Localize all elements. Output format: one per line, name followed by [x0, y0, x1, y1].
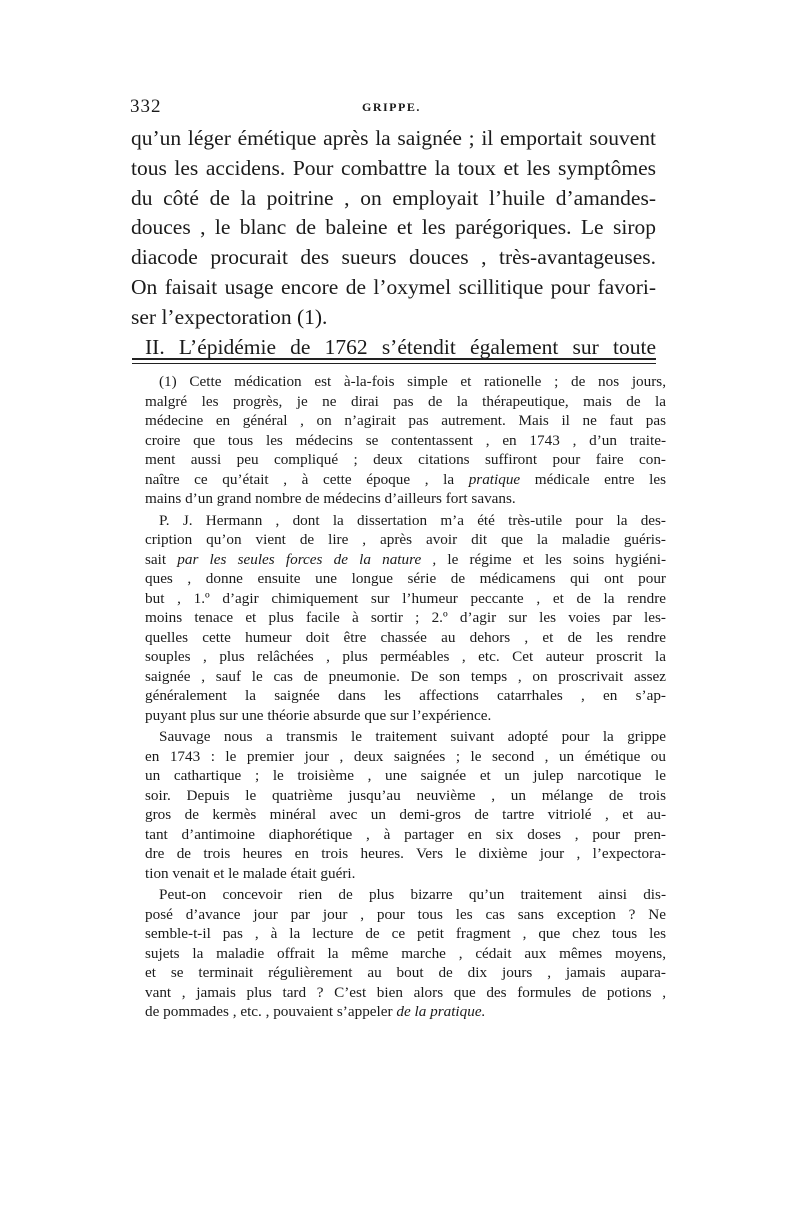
footnote-italic-text: de la pratique. — [396, 1003, 486, 1020]
footnote-line: mains d’un grand nombre de médecins d’ailleurs fort savans. — [145, 490, 516, 507]
footnote-line: Peut-on concevoir rien de plus bizarre qu’un traitement ainsi dis- — [159, 886, 666, 903]
footnote-line: généralement la saignée dans les affections catarrhales , en s’ap- — [145, 687, 666, 704]
main-line: tous les accidens. Pour combattre la toux et les symptômes — [131, 155, 656, 180]
footnote-line: posé d’avance jour par jour , pour tous les cas sans exception ? Ne — [145, 905, 666, 923]
footnote-line: croire que tous les médecins se contentassent , en 1743 , d’un traite- — [145, 431, 666, 449]
footnote — [145, 372, 666, 1022]
footnote-line — [145, 550, 666, 570]
main-line: II. L’épidémie de 1762 s’étendit également sur toute — [145, 334, 656, 359]
main-line: qu’un léger émétique après la saignée ; il emportait souvent — [131, 126, 656, 150]
footnote-line: dre de trois heures en trois heures. Vers le dixième jour , l’expectora- — [145, 845, 666, 862]
page-header — [130, 96, 658, 120]
footnote-text: naître ce qu’était , à cette époque , la — [145, 470, 455, 488]
footnote-line: cription qu’on vient de lire , après avoir dit que la maladie guéris- — [145, 531, 666, 548]
main-line: douces , le blanc de baleine et les parégoriques. Le sirop — [131, 215, 656, 240]
footnote-line: tant d’antimoine diaphorétique , à partager en six doses , pour pren- — [145, 825, 666, 843]
footnote-line: ment aussi peu compliqué ; deux citations suffiront pour faire con- — [145, 451, 666, 468]
footnote-line: P. J. Hermann , dont la dissertation m’a été très-utile pour la des- — [159, 511, 666, 529]
footnote-line: semble-t-il pas , à la lecture de ce petit fragment , que chez tous les — [145, 925, 666, 942]
main-line: du côté de la poitrine , on employait l’huile d’amandes- — [131, 185, 656, 210]
footnote-line: but , 1.º d’agir chimiquement sur l’humeur peccante , et de la rendre — [145, 589, 666, 607]
footnote-line: sujets la maladie offrait la même marche , cédait aux mêmes moyens, — [145, 944, 666, 962]
footnote-line: gros de kermès minéral avec un demi-gros de tartre vitriolé , et au- — [145, 806, 666, 823]
footnote-line: et se terminait régulièrement au bout de dix jours , jamais aupara- — [145, 964, 666, 981]
footnote-text: sait — [145, 550, 167, 568]
footnote-separator-rule — [132, 358, 656, 360]
footnote-line: malgré les progrès, je ne dirai pas de la thérapeutique, mais de la — [145, 392, 666, 410]
footnote-line: ques , donne ensuite une longue série de médicamens qui ont pour — [145, 570, 666, 587]
footnote-line — [145, 470, 666, 490]
footnote-line: saignée , sauf le cas de pneumonie. De son temps , on proscrivait assez — [145, 667, 666, 685]
footnote-line: souples , plus relâchées , plus perméables , etc. Cet auteur proscrit la — [145, 648, 666, 665]
footnote-italic-text: par les seules forces de la nature , — [177, 550, 437, 568]
footnote-italic-text: pratique — [468, 470, 521, 488]
main-line: ser l’expectoration (1). — [131, 304, 328, 329]
page-number: 332 — [130, 96, 162, 117]
main-text — [131, 124, 656, 362]
main-line: diacode procurait des sueurs douces , très-avantageuses. — [131, 245, 656, 270]
footnote-line: médecine en général , on n’agirait pas autrement. Mais il ne faut pas — [145, 412, 666, 429]
footnote-text: de pommades , etc. , pouvaient s’appeler — [145, 1003, 393, 1020]
footnote-line: un cathartique ; le troisième , une saignée et un julep narcotique le — [145, 767, 666, 784]
footnote-line: tion venait et le malade était guéri. — [145, 864, 356, 882]
footnote-text: le régime et les soins hygiéni- — [447, 550, 667, 568]
running-title: GRIPPE. — [362, 100, 421, 114]
footnote-line: soir. Depuis le quatrième jusqu’au neuvième , un mélange de trois — [145, 786, 666, 804]
footnote-line — [145, 1002, 666, 1022]
footnote-line: quelles cette humeur doit être chassée au dehors , et de les rendre — [145, 628, 666, 646]
footnote-line: vant , jamais plus tard ? C’est bien alors que des formules de potions , — [145, 983, 666, 1001]
footnote-line: Sauvage nous a transmis le traitement suivant adopté pour la grippe — [159, 728, 666, 745]
footnote-line: (1) Cette médication est à-la-fois simple et rationelle ; de nos jours, — [159, 373, 666, 390]
footnote-line: en 1743 : le premier jour , deux saignées ; le second , un émétique ou — [145, 747, 666, 765]
main-line: On faisait usage encore de l’oxymel scillitique pour favori- — [131, 274, 656, 299]
footnote-line: moins tenace et plus facile à sortir ; 2.º d’agir sur les voies par les- — [145, 609, 666, 626]
footnote-line: puyant plus sur une théorie absurde que sur l’expérience. — [145, 706, 492, 724]
footnote-text: médicale entre les — [534, 470, 667, 488]
